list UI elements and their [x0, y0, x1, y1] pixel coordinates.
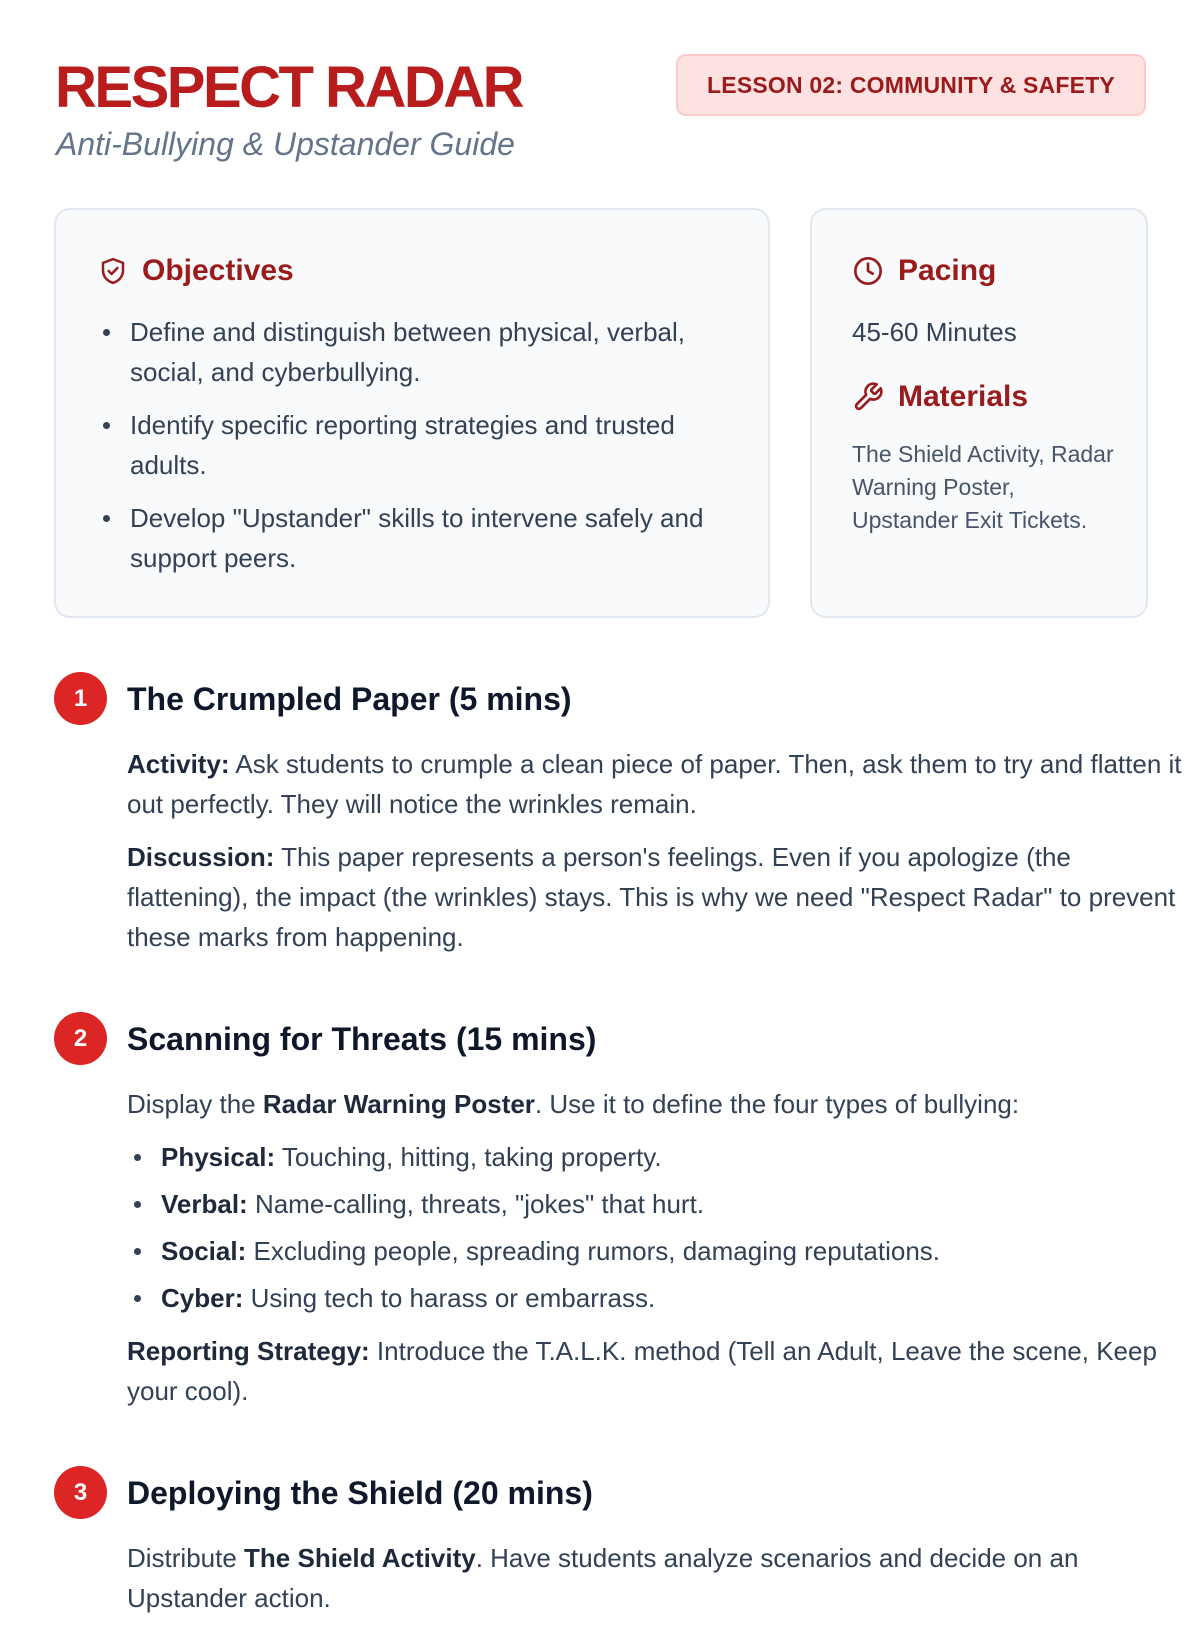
pacing-value: 45-60 Minutes — [852, 317, 1017, 347]
page-subtitle: Anti-Bullying & Upstander Guide — [56, 126, 515, 162]
bullying-type-item — [127, 1184, 1187, 1224]
type-label: Physical: — [161, 1142, 276, 1172]
step-number-badge: 2 — [54, 1012, 107, 1065]
materials-heading-label: Materials — [898, 380, 1029, 413]
step-body — [127, 1538, 1187, 1631]
intro-bold: Radar Warning Poster — [262, 1089, 535, 1119]
type-label: Cyber: — [161, 1283, 244, 1313]
intro-paragraph — [127, 1084, 1187, 1124]
bullying-type-item — [127, 1137, 1187, 1177]
step-title: The Crumpled Paper (5 mins) — [127, 681, 572, 717]
objectives-heading — [98, 254, 294, 288]
step-body — [127, 1084, 1187, 1424]
page-title: RESPECT RADAR — [55, 55, 522, 120]
pacing-heading-label: Pacing — [898, 254, 997, 287]
strategy-label: Reporting Strategy: — [127, 1336, 370, 1366]
clock-icon — [852, 255, 884, 287]
bullying-type-item — [127, 1231, 1187, 1271]
objective-item: Identify specific reporting strategies and trusted adults. — [98, 405, 738, 485]
materials-heading — [852, 380, 1028, 414]
step-number-badge: 1 — [54, 672, 107, 725]
type-label: Social: — [161, 1236, 247, 1266]
bullying-type-item — [127, 1278, 1187, 1318]
objective-item: Develop "Upstander" skills to intervene safely and support peers. — [98, 498, 738, 578]
lesson-badge: LESSON 02: COMMUNITY & SAFETY — [676, 54, 1146, 116]
intro-bold: The Shield Activity — [244, 1543, 476, 1573]
wrench-icon — [852, 381, 884, 413]
type-text: Using tech to harass or embarrass. — [243, 1283, 656, 1313]
activity-text: Ask students to crumple a clean piece of paper. Then, ask them to try and flatten it out perfectly. They will notice the wrinkles remain. — [127, 749, 1182, 819]
discussion-label: Discussion: — [127, 842, 275, 872]
intro-paragraph — [127, 1538, 1187, 1618]
discussion-paragraph — [127, 837, 1187, 957]
intro-post: . Use it to define the four types of bullying: — [534, 1089, 1020, 1119]
activity-label: Activity: — [127, 749, 230, 779]
step-title: Scanning for Threats (15 mins) — [127, 1021, 597, 1057]
intro-pre: Display the — [127, 1089, 263, 1119]
type-label: Verbal: — [161, 1189, 248, 1219]
discussion-text: This paper represents a person's feelings. Even if you apologize (the flattening), the impact (the wrinkles) stays. This is why we need "Respect Radar" to prevent these marks from happening. — [127, 842, 1176, 952]
objective-item: Define and distinguish between physical, verbal, social, and cyberbullying. — [98, 312, 738, 392]
strategy-text: Introduce the T.A.L.K. method (Tell an Adult, Leave the scene, Keep your cool). — [127, 1336, 1157, 1406]
pacing-heading — [852, 254, 996, 288]
objectives-list — [98, 312, 738, 591]
type-text: Touching, hitting, taking property. — [275, 1142, 662, 1172]
pacing-materials-card — [810, 208, 1148, 618]
intro-post: . Have students analyze scenarios and decide on an Upstander action. — [127, 1543, 1079, 1613]
type-text: Excluding people, spreading rumors, damaging reputations. — [246, 1236, 940, 1266]
bullying-types-list — [127, 1137, 1187, 1318]
strategy-paragraph — [127, 1331, 1187, 1411]
step-number-badge: 3 — [54, 1466, 107, 1519]
materials-list-text: The Shield Activity, Radar Warning Poster, Upstander Exit Tickets. — [852, 441, 1114, 533]
type-text: Name-calling, threats, "jokes" that hurt. — [247, 1189, 705, 1219]
objectives-card — [54, 208, 770, 618]
intro-pre: Distribute — [127, 1543, 245, 1573]
objectives-heading-label: Objectives — [142, 254, 294, 287]
step-body — [127, 744, 1187, 970]
step-title: Deploying the Shield (20 mins) — [127, 1475, 593, 1511]
shield-check-icon — [98, 256, 128, 286]
activity-paragraph — [127, 744, 1187, 824]
